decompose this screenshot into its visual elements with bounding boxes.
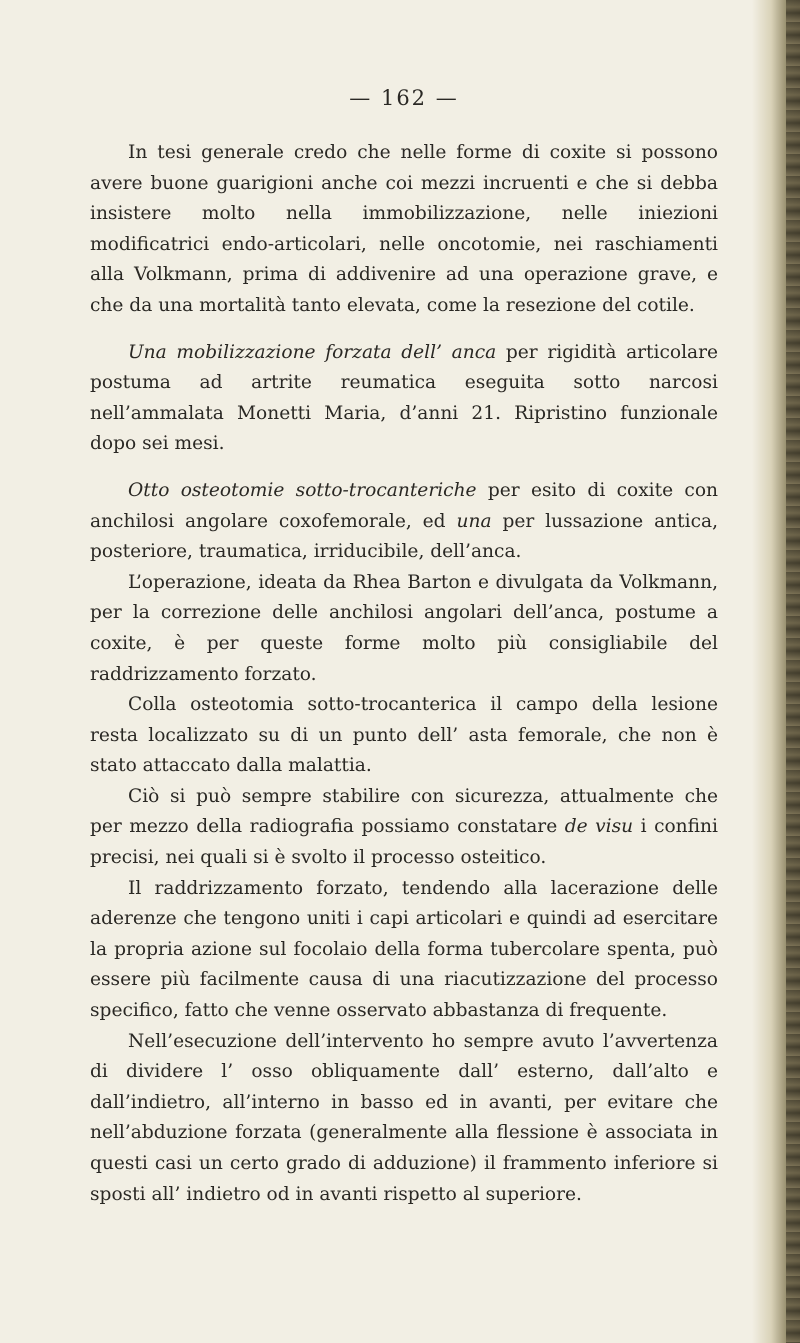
paragraph-7: [90, 874, 718, 1027]
paragraph-3-italic-una: una: [456, 510, 492, 532]
paragraph-3-italic-heading: Otto osteotomie sotto-trocanteriche: [128, 479, 477, 501]
page-number: — 162 —: [349, 86, 459, 110]
paragraph-1-text: In tesi generale credo che nelle forme di coxite si possono avere buone guarigioni anche coi mezzi incruenti e che si debba insistere molto nella immobilizzazione, nelle iniezioni modificatrici endo-articolari, nelle oncotomie, nei raschiamenti alla Volkmann, prima di addivenire ad una operazione grave, e che da una mortalità tanto elevata, come la resezione del cotile.: [90, 142, 718, 316]
paragraph-6: [90, 782, 718, 874]
paragraph-2: [90, 338, 718, 460]
paragraph-2-text: per rigidità articolare postuma ad artrite reumatica eseguita sotto narcosi nell’ammalata Monetti Maria, d’anni 21. Ripristino funzionale dopo sei mesi.: [90, 341, 718, 455]
paragraph-7-text: Il raddrizzamento forzato, tendendo alla lacerazione delle aderenze che tengono uniti i capi articolari e quindi ad esercitare la propria azione sul focolaio della forma tubercolare spenta, può essere più facilmente causa di una riacutizzazione del processo specifico, fatto che venne osservato abbastanza di frequente.: [90, 877, 718, 1022]
page-content: [90, 86, 718, 1210]
paragraph-5: [90, 690, 718, 782]
paragraph-6-text-part1: Ciò si può sempre stabilire con sicurezza, attualmente che per mezzo della radiografia possiamo constatare: [90, 785, 718, 838]
paragraph-1: [90, 138, 718, 322]
paragraph-8-text: Nell’esecuzione dell’intervento ho sempre avuto l’avvertenza di dividere l’ osso obliquamente dall’ esterno, dall’alto e dall’indietro, all’interno in basso ed in avanti, per evitare che nell’abduzione forzata (generalmente alla flessione è associata in questi casi un certo grado di adduzione) il frammento inferiore si sposti all’ indietro od in avanti rispetto al superiore.: [90, 1030, 718, 1205]
page-edge-binding: [786, 0, 800, 1343]
paragraph-2-italic-heading: Una mobilizzazione forzata dell’ anca: [128, 341, 497, 363]
paragraph-5-text: Colla osteotomia sotto-trocanterica il campo della lesione resta localizzato su di un punto dell’ asta femorale, che non è stato attaccato dalla malattia.: [90, 694, 718, 777]
paragraph-6-text-part2: i confini precisi, nei quali si è svolto il processo osteitico.: [90, 816, 718, 869]
paragraph-6-italic-de-visu: de visu: [564, 816, 634, 838]
paragraph-4: [90, 568, 718, 690]
paragraph-3: [90, 476, 718, 568]
paragraph-3-text-part2: per lussazione antica, posteriore, traumatica, irriducibile, dell’anca.: [90, 510, 718, 563]
paragraph-3-text-part1: per esito di coxite con anchilosi angolare coxofemorale, ed: [90, 479, 718, 532]
paragraph-8: [90, 1027, 718, 1211]
paragraph-4-text: L’operazione, ideata da Rhea Barton e divulgata da Volkmann, per la correzione delle anchilosi angolari dell’anca, postume a coxite, è per queste forme molto più consigliabile del raddrizzamento forzato.: [90, 571, 718, 685]
